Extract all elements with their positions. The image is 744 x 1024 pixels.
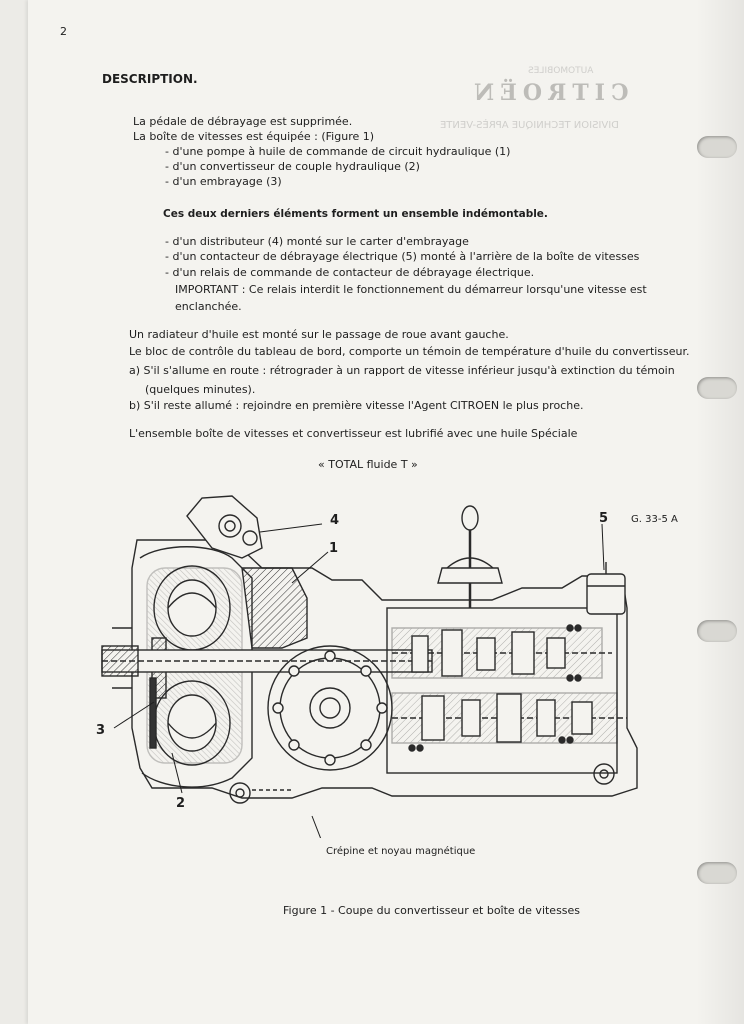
page-number: 2	[60, 25, 67, 38]
text-line: Un radiateur d'huile est monté sur le passage de roue avant gauche.	[129, 328, 509, 341]
list-item: - d'une pompe à huile de commande de circuit hydraulique (1)	[165, 145, 511, 158]
gearbox-cutaway-drawing	[92, 488, 652, 838]
callout-4: 4	[330, 513, 340, 528]
list-item: - d'un distributeur (4) monté sur le carter d'embrayage	[165, 235, 469, 248]
binder-hole	[697, 377, 737, 399]
text-line: (quelques minutes).	[145, 383, 256, 396]
callout-3: 3	[96, 723, 106, 738]
text-line: La pédale de débrayage est supprimée.	[133, 115, 353, 128]
text-line: L'ensemble boîte de vitesses et convertisseur est lubrifié avec une huile Spéciale	[129, 427, 578, 440]
list-item: - d'un contacteur de débrayage électrique (5) monté à l'arrière de la boîte de vitesses	[165, 250, 640, 263]
bleed-through-division: DIVISION TECHNIQUE APRÈS-VENTE	[440, 120, 619, 131]
fluid-name: « TOTAL fluide T »	[318, 458, 418, 471]
section-heading: DESCRIPTION.	[102, 72, 198, 86]
important-note: IMPORTANT : Ce relais interdit le fonctionnement du démarreur lorsqu'une vitesse est	[175, 283, 647, 296]
list-item: - d'un convertisseur de couple hydraulique (2)	[165, 160, 420, 173]
binder-hole	[697, 620, 737, 642]
callout-5: 5	[599, 511, 609, 526]
binder-hole	[697, 136, 737, 158]
text-line: Le bloc de contrôle du tableau de bord, comporte un témoin de température d'huile du convertisseur.	[129, 345, 690, 358]
binder-hole	[697, 862, 737, 884]
list-item: - d'un embrayage (3)	[165, 175, 282, 188]
bold-note: Ces deux derniers éléments forment un ensemble indémontable.	[163, 208, 548, 220]
strainer-label: Crépine et noyau magnétique	[326, 846, 476, 857]
figure-caption: Figure 1 - Coupe du convertisseur et boîte de vitesses	[283, 904, 581, 917]
text-line: a) S'il s'allume en route : rétrograder à un rapport de vitesse inférieur jusqu'à extinction du témoin	[129, 364, 675, 377]
text-line: b) S'il reste allumé : rejoindre en première vitesse l'Agent CITROEN le plus proche.	[129, 399, 584, 412]
text-line: La boîte de vitesses est équipée : (Figure 1)	[133, 130, 375, 143]
bleed-through-brand: CITROËN	[468, 80, 629, 106]
figure-ref: G. 33-5 A	[631, 514, 678, 525]
callout-1: 1	[329, 541, 339, 556]
bleed-through-automobiles: AUTOMOBILES	[528, 66, 594, 76]
callout-2: 2	[176, 796, 186, 811]
list-item: - d'un relais de commande de contacteur de débrayage électrique.	[165, 266, 535, 279]
important-note-cont: enclanchée.	[175, 300, 242, 313]
